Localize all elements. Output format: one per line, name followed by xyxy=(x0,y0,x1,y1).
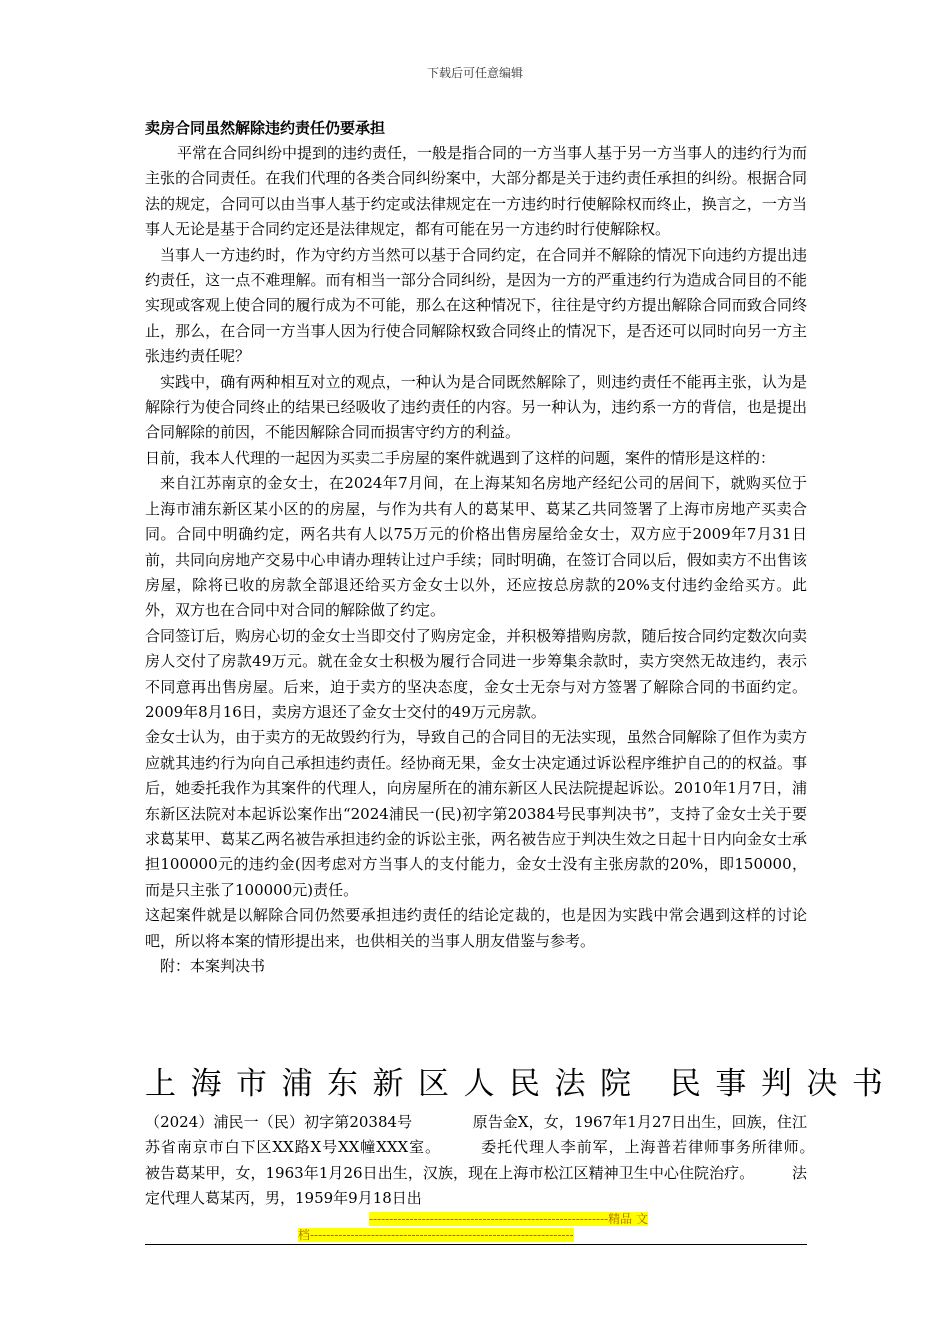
footer-watermark xyxy=(298,1211,648,1243)
article xyxy=(145,116,807,979)
paragraph-case-intro: 日前，我本人代理的一起因为买卖二手房屋的案件就遇到了这样的问题，案件的情形是这样的： xyxy=(145,448,776,467)
paragraph-breach: 当事人一方违约时，作为守约方当然可以基于合同约定，在合同并不解除的情况下向违约方提出违约责任，这一点不难理解。而有相当一部分合同纠纷，是因为一方的严重违约行为造成合同目的不能实现或客观上使合同的履行成为不可能，那么在这种情况下，往往是守约方提出解除合同而致合同终止，那么，在合同一方当事人因为行使合同解除权致合同终止的情况下，是否还可以同时向另一方主张违约责任呢？ xyxy=(145,245,807,366)
judgment-body: （2024）浦民一（民）初字第20384号 原告金X，女，1967年1月27日出生，回族，住江苏省南京市白下区XX路X号XX幢XXX室。 委托代理人李前军，上海普若律师事务所律师。 被告葛某甲，女，1963年1月26日出生，汉族，现在上海市松江区精神卫生中心住院治疗。 法定代理人葛某丙，男，1959年9月18日出 xyxy=(145,1113,853,1208)
paragraph-views: 实践中，确有两种相互对立的观点，一种认为是合同既然解除了，则违约责任不能再主张，认为是解除行为使合同终止的结果已经吸收了违约责任的内容。另一种认为，违约系一方的背信，也是提出合同解除的前因，不能因解除合同而损害守约方的利益。 xyxy=(145,372,807,442)
footer-watermark-line1: -----------------------------------------------------------精品 文 xyxy=(368,1212,648,1226)
paragraph-lawsuit: 金女士认为，由于卖方的无故毁约行为，导致自己的合同目的无法实现，虽然合同解除了但作为卖方应就其违约行为向自己承担违约责任。经协商无果，金女士决定通过诉讼程序维护自己的的权益。事后，她委托我作为其案件的代理人，向房屋所在的浦东新区人民法院提起诉讼。2010年1月7日，浦东新区法院对本起诉讼案作出“2024浦民一(民)初字第20384号民事判决书”，支持了金女士关于要求葛某甲、葛某乙两名被告承担违约金的诉讼主张，两名被告应于判决生效之日起十日内向金女士承担100000元的违约金(因考虑对方当事人的支付能力，金女士没有主张房款的20%，即150000，而是只主张了100000元)责任。 xyxy=(145,728,807,899)
paragraph-case-facts: 来自江苏南京的金女士，在2024年7月间，在上海某知名房地产经纪公司的居间下，就购买位于上海市浦东新区某小区的的房屋，与作为共有人的葛某甲、葛某乙共同签署了上海市房地产买卖合同。合同中明确约定，两名共有人以75万元的价格出售房屋给金女士，双方应于2009年7月31日前，共同向房地产交易中心申请办理转让过户手续；同时明确，在签订合同以后，假如卖方不出售该房屋，除将已收的房款全部退还给买方金女士以外，还应按总房款的20%支付违约金给买方。此外，双方也在合同中对合同的解除做了约定。 xyxy=(145,474,807,620)
paragraph-conclusion: 这起案件就是以解除合同仍然要承担违约责任的结论定裁的，也是因为实践中常会遇到这样的讨论吧，所以将本案的情形提出来，也供相关的当事人朋友借鉴与参考。 xyxy=(145,906,807,950)
header-note: 下载后可任意编辑 xyxy=(426,66,523,80)
bottom-divider xyxy=(145,1244,807,1245)
paragraph-intro: 平常在合同纠纷中提到的违约责任，一般是指合同的一方当事人基于另一方当事人的违约行为而主张的合同责任。在我们代理的各类合同纠纷案中，大部分都是关于违约责任承担的纠纷。根据合同法的规定，合同可以由当事人基于约定或法律规定在一方违约时行使解除权而终止，换言之，一方当事人无论是基于合同约定还是法律规定，都有可能在另一方违约时行使解除权。 xyxy=(145,144,808,239)
judgment-title: 上海市浦东新区人民法院 民事判决书 xyxy=(145,1066,898,1102)
paragraph-contract-breach: 合同签订后，购房心切的金女士当即交付了购房定金，并积极筹措购房款，随后按合同约定数次向卖房人交付了房款49万元。就在金女士积极为履行合同进一步筹集余款时，卖方突然无故违约，表示不同意再出售房屋。后来，迫于卖方的坚决态度，金女士无奈与对方签署了解除合同的书面约定。2009年8月16日，卖房方退还了金女士交付的49万元房款。 xyxy=(145,626,807,721)
article-title: 卖房合同虽然解除违约责任仍要承担 xyxy=(145,119,386,137)
paragraph-attachment: 附：本案判决书 xyxy=(160,957,266,975)
footer-watermark-line2: 档----------------------------------------------------------------- xyxy=(298,1228,574,1242)
